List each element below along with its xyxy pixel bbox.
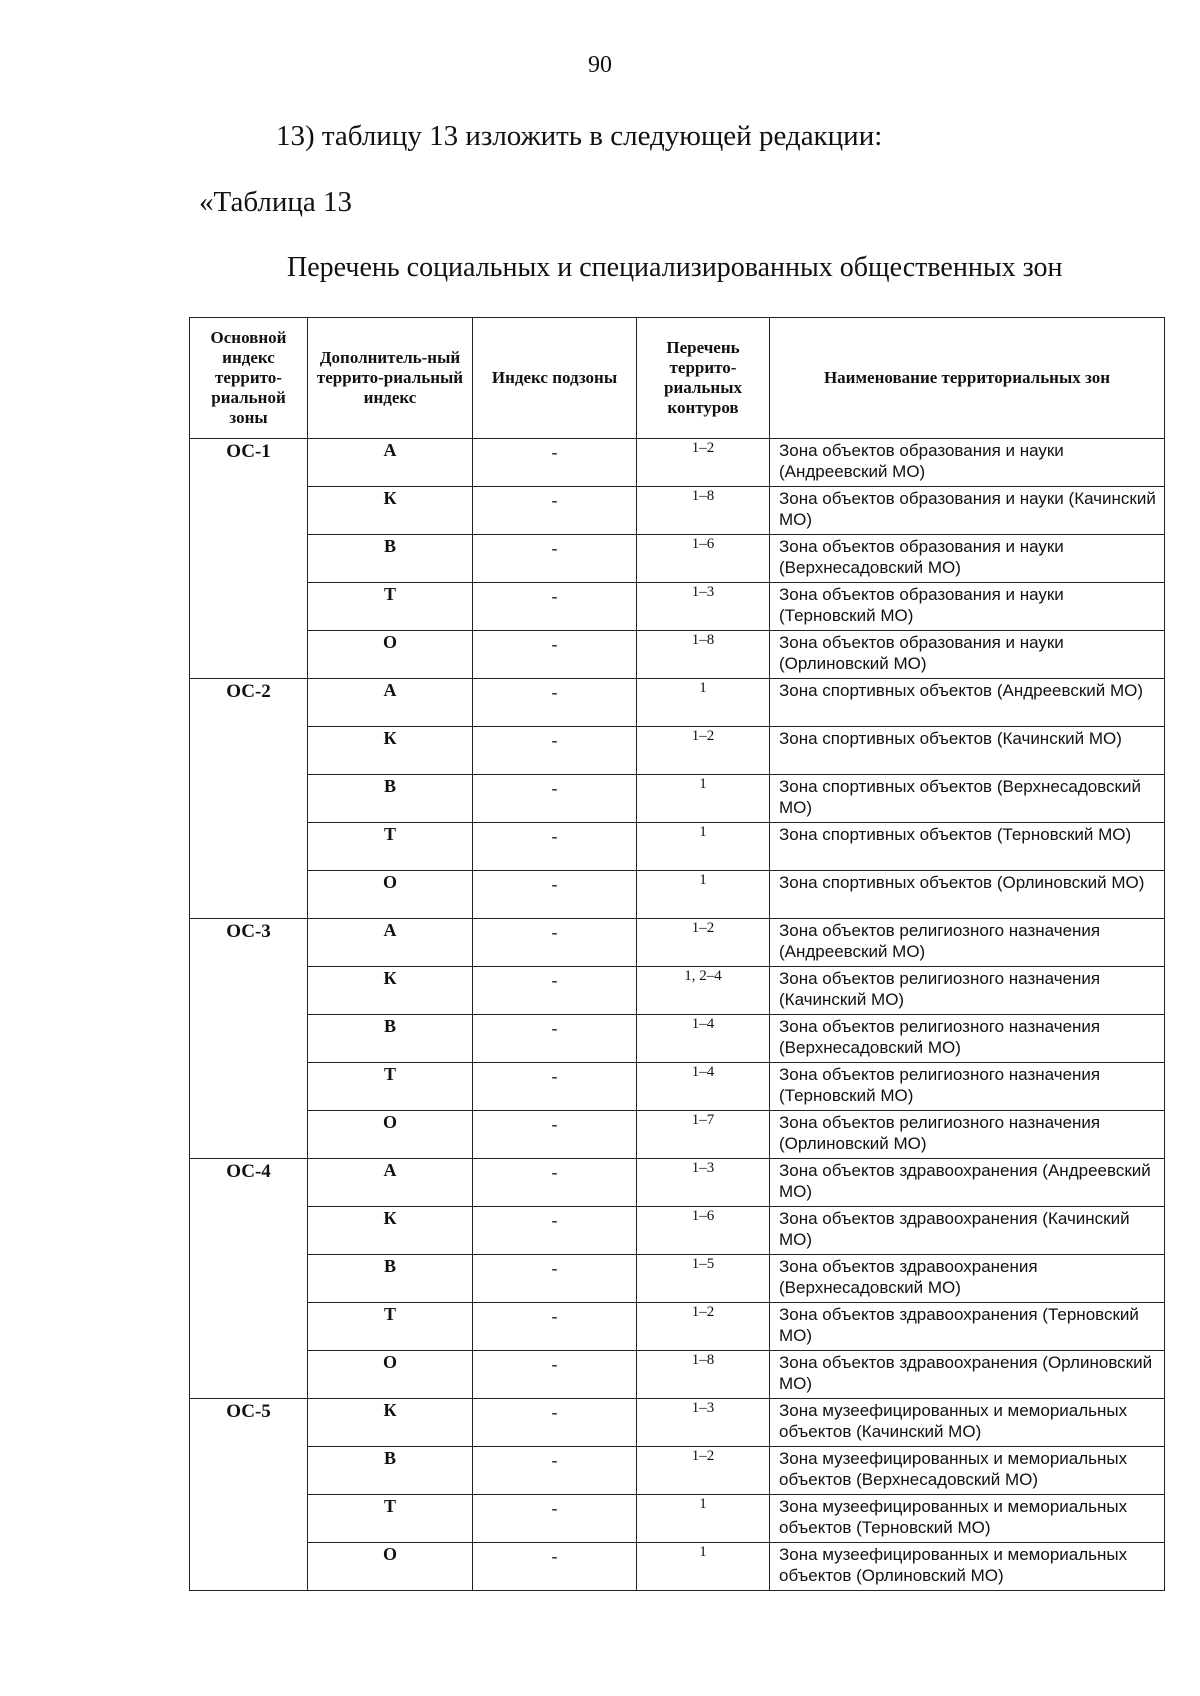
additional-index-cell: О [308,1543,473,1591]
table-row [190,487,1165,535]
subzone-index-cell: - [473,583,637,631]
header-contours: Перечень террито-риальных контуров [637,318,770,439]
subzone-index-cell: - [473,1351,637,1399]
main-index-cell: ОС-4 [190,1159,308,1399]
zone-name-cell: Зона музеефицированных и мемориальных объектов (Качинский МО) [770,1399,1165,1447]
table-row [190,1399,1165,1447]
subzone-index-cell: - [473,1495,637,1543]
contours-cell: 1–4 [637,1015,770,1063]
subzone-index-cell: - [473,871,637,919]
additional-index-cell: К [308,487,473,535]
contours-cell: 1–3 [637,1399,770,1447]
instruction-text: 13) таблицу 13 изложить в следующей редакции: [276,120,883,152]
contours-cell: 1–3 [637,1159,770,1207]
table-body [190,439,1165,1591]
main-index-cell: ОС-3 [190,919,308,1159]
additional-index-cell: К [308,1207,473,1255]
contours-cell: 1–8 [637,631,770,679]
additional-index-cell: А [308,1159,473,1207]
zone-name-cell: Зона спортивных объектов (Качинский МО) [770,727,1165,775]
zone-name-cell: Зона спортивных объектов (Андреевский МО) [770,679,1165,727]
table-row [190,631,1165,679]
subzone-index-cell: - [473,1015,637,1063]
table-row [190,1351,1165,1399]
header-zone-name: Наименование территориальных зон [770,318,1165,439]
table-row [190,679,1165,727]
subzone-index-cell: - [473,1303,637,1351]
subzone-index-cell: - [473,439,637,487]
contours-cell: 1–6 [637,1207,770,1255]
additional-index-cell: Т [308,583,473,631]
contours-cell: 1–8 [637,1351,770,1399]
zones-table [189,317,1165,1591]
additional-index-cell: К [308,967,473,1015]
zone-name-cell: Зона музеефицированных и мемориальных объектов (Верхнесадовский МО) [770,1447,1165,1495]
additional-index-cell: О [308,1111,473,1159]
zone-name-cell: Зона объектов образования и науки (Орлиновский МО) [770,631,1165,679]
contours-cell: 1 [637,1495,770,1543]
table-row [190,1063,1165,1111]
additional-index-cell: Т [308,823,473,871]
additional-index-cell: К [308,1399,473,1447]
contours-cell: 1–2 [637,1447,770,1495]
contours-cell: 1–4 [637,1063,770,1111]
main-index-cell: ОС-5 [190,1399,308,1591]
contours-cell: 1, 2–4 [637,967,770,1015]
subzone-index-cell: - [473,679,637,727]
contours-cell: 1–6 [637,535,770,583]
additional-index-cell: А [308,679,473,727]
zone-name-cell: Зона объектов здравоохранения (Орлиновский МО) [770,1351,1165,1399]
table-row [190,1543,1165,1591]
additional-index-cell: В [308,1015,473,1063]
zone-name-cell: Зона объектов религиозного назначения (Андреевский МО) [770,919,1165,967]
zone-name-cell: Зона объектов здравоохранения (Качинский МО) [770,1207,1165,1255]
zone-name-cell: Зона спортивных объектов (Верхнесадовский МО) [770,775,1165,823]
additional-index-cell: А [308,919,473,967]
header-additional-index: Дополнитель-ный террито-риальный индекс [308,318,473,439]
table-row [190,583,1165,631]
table-caption: «Таблица 13 [199,186,353,218]
subzone-index-cell: - [473,823,637,871]
table-row [190,727,1165,775]
zone-name-cell: Зона объектов здравоохранения (Верхнесадовский МО) [770,1255,1165,1303]
subzone-index-cell: - [473,775,637,823]
table-row [190,919,1165,967]
additional-index-cell: О [308,631,473,679]
additional-index-cell: В [308,1447,473,1495]
table-row [190,1495,1165,1543]
table-row [190,535,1165,583]
zone-name-cell: Зона объектов образования и науки (Верхнесадовский МО) [770,535,1165,583]
contours-cell: 1 [637,679,770,727]
subzone-index-cell: - [473,1399,637,1447]
table-row [190,967,1165,1015]
zone-name-cell: Зона объектов образования и науки (Андреевский МО) [770,439,1165,487]
table-row [190,1015,1165,1063]
contours-cell: 1–2 [637,1303,770,1351]
zone-name-cell: Зона объектов образования и науки (Качинский МО) [770,487,1165,535]
table-header-row [190,318,1165,439]
subzone-index-cell: - [473,1543,637,1591]
subzone-index-cell: - [473,967,637,1015]
table-row [190,823,1165,871]
subzone-index-cell: - [473,535,637,583]
subzone-index-cell: - [473,1111,637,1159]
zone-name-cell: Зона музеефицированных и мемориальных объектов (Терновский МО) [770,1495,1165,1543]
contours-cell: 1 [637,823,770,871]
subzone-index-cell: - [473,631,637,679]
additional-index-cell: Т [308,1303,473,1351]
additional-index-cell: В [308,535,473,583]
zone-name-cell: Зона объектов религиозного назначения (Качинский МО) [770,967,1165,1015]
zone-name-cell: Зона музеефицированных и мемориальных объектов (Орлиновский МО) [770,1543,1165,1591]
contours-cell: 1–8 [637,487,770,535]
subzone-index-cell: - [473,727,637,775]
subzone-index-cell: - [473,919,637,967]
contours-cell: 1–5 [637,1255,770,1303]
table-row [190,1303,1165,1351]
table-row [190,1207,1165,1255]
additional-index-cell: О [308,1351,473,1399]
subzone-index-cell: - [473,1063,637,1111]
table-row [190,439,1165,487]
additional-index-cell: В [308,1255,473,1303]
contours-cell: 1–3 [637,583,770,631]
contours-cell: 1–2 [637,727,770,775]
table-title: Перечень социальных и специализированных общественных зон [287,252,1063,283]
page-number: 90 [588,52,612,78]
zone-name-cell: Зона объектов религиозного назначения (Терновский МО) [770,1063,1165,1111]
contours-cell: 1 [637,1543,770,1591]
additional-index-cell: Т [308,1063,473,1111]
additional-index-cell: Т [308,1495,473,1543]
zone-name-cell: Зона объектов здравоохранения (Андреевский МО) [770,1159,1165,1207]
contours-cell: 1 [637,775,770,823]
subzone-index-cell: - [473,1159,637,1207]
contours-cell: 1 [637,871,770,919]
main-index-cell: ОС-2 [190,679,308,919]
table-row [190,1111,1165,1159]
zone-name-cell: Зона объектов религиозного назначения (Верхнесадовский МО) [770,1015,1165,1063]
zone-name-cell: Зона спортивных объектов (Орлиновский МО) [770,871,1165,919]
contours-cell: 1–2 [637,919,770,967]
main-index-cell: ОС-1 [190,439,308,679]
zone-name-cell: Зона объектов здравоохранения (Терновский МО) [770,1303,1165,1351]
table-row [190,871,1165,919]
zone-name-cell: Зона объектов религиозного назначения (Орлиновский МО) [770,1111,1165,1159]
contours-cell: 1–7 [637,1111,770,1159]
zone-name-cell: Зона объектов образования и науки (Терновский МО) [770,583,1165,631]
additional-index-cell: К [308,727,473,775]
additional-index-cell: В [308,775,473,823]
table-row [190,1255,1165,1303]
zone-name-cell: Зона спортивных объектов (Терновский МО) [770,823,1165,871]
subzone-index-cell: - [473,1447,637,1495]
table-row [190,1447,1165,1495]
table-row [190,775,1165,823]
header-main-index: Основной индекс террито-риальной зоны [190,318,308,439]
additional-index-cell: О [308,871,473,919]
header-subzone-index: Индекс подзоны [473,318,637,439]
subzone-index-cell: - [473,1255,637,1303]
contours-cell: 1–2 [637,439,770,487]
subzone-index-cell: - [473,1207,637,1255]
subzone-index-cell: - [473,487,637,535]
table-row [190,1159,1165,1207]
additional-index-cell: А [308,439,473,487]
